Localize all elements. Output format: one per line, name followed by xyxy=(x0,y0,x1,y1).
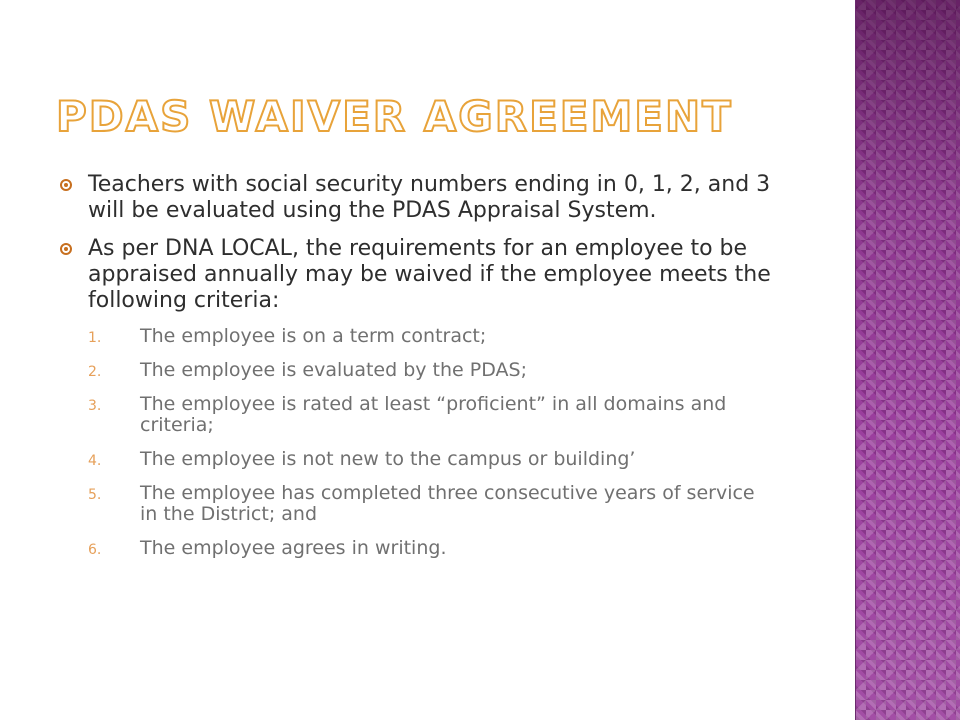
criteria-item xyxy=(56,360,776,381)
criteria-number: 2. xyxy=(88,364,102,380)
bullet-item xyxy=(56,172,776,224)
bullet-text: As per DNA LOCAL, the requirements for an employee to be appraised annually may be waived if the employee meets the following criteria: xyxy=(88,236,771,313)
criteria-number: 5. xyxy=(88,487,102,503)
slide-title: PDAS WAIVER AGREEMENT xyxy=(56,92,733,141)
bullet-icon xyxy=(60,243,72,255)
criteria-item xyxy=(56,326,776,347)
bullet-item xyxy=(56,236,776,314)
criteria-text: The employee is not new to the campus or building’ xyxy=(140,448,636,470)
bullet-icon xyxy=(60,179,72,191)
criteria-text: The employee is on a term contract; xyxy=(140,325,487,347)
criteria-text: The employee is evaluated by the PDAS; xyxy=(140,359,527,381)
slide-content xyxy=(56,172,776,572)
criteria-text: The employee agrees in writing. xyxy=(140,537,447,559)
criteria-item xyxy=(56,449,776,470)
criteria-number: 1. xyxy=(88,330,102,346)
criteria-item xyxy=(56,538,776,559)
criteria-text: The employee is rated at least “proficient” in all domains and criteria; xyxy=(140,393,727,436)
criteria-number: 6. xyxy=(88,542,102,558)
criteria-list xyxy=(56,326,776,559)
criteria-number: 4. xyxy=(88,453,102,469)
criteria-item xyxy=(56,483,776,525)
criteria-text: The employee has completed three consecutive years of service in the District; and xyxy=(140,482,755,525)
criteria-number: 3. xyxy=(88,398,102,414)
decorative-side-panel xyxy=(855,0,960,720)
bullet-text: Teachers with social security numbers ending in 0, 1, 2, and 3 will be evaluated using the PDAS Appraisal System. xyxy=(88,172,771,223)
criteria-item xyxy=(56,394,776,436)
